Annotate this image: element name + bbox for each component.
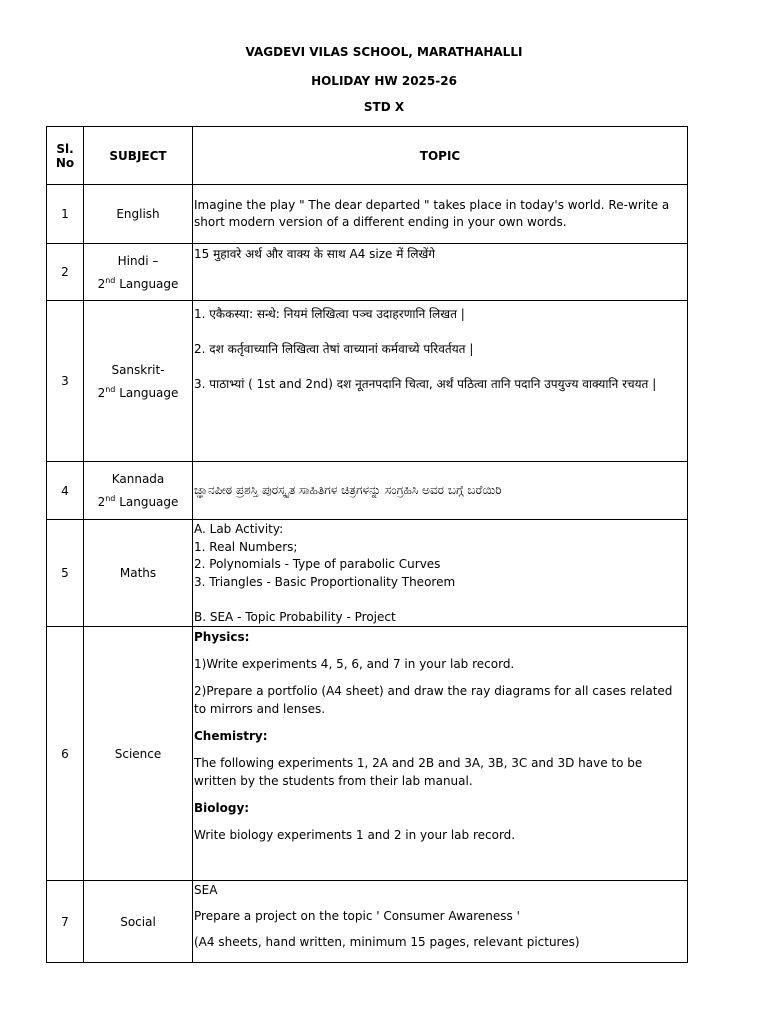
topic-line: A. Lab Activity: — [194, 522, 284, 536]
subject-line2: 2nd Language — [97, 494, 179, 509]
row-topic — [193, 462, 688, 520]
table-header-row — [47, 127, 688, 185]
school-name: VAGDEVI VILAS SCHOOL, MARATHAHALLI — [245, 45, 523, 59]
table-row — [47, 185, 688, 244]
subject-line1: Hindi – — [117, 253, 159, 268]
homework-table — [46, 126, 688, 963]
col-header-subject: SUBJECT — [84, 127, 193, 185]
topic-line: Imagine the play " The dear departed " takes place in today's world. Re-write a short modern version of a different ending in your own words. — [194, 197, 670, 229]
row-sl-no: 1 — [47, 185, 84, 244]
row-subject: English — [84, 185, 193, 244]
table-row — [47, 244, 688, 301]
col-header-sl-no: Sl. No — [47, 127, 84, 185]
table-row — [47, 301, 688, 462]
row-topic — [193, 244, 688, 301]
homework-title: HOLIDAY HW 2025-26 — [311, 74, 457, 88]
topic-line — [194, 591, 681, 609]
row-subject: Science — [84, 627, 193, 881]
topic-line: (A4 sheets, hand written, minimum 15 pages, relevant pictures) — [194, 935, 580, 949]
topic-line: 3. Triangles - Basic Proportionality Theorem — [194, 574, 456, 589]
row-topic — [193, 627, 688, 881]
table-row — [47, 462, 688, 520]
topic-line: B. SEA - Topic Probability - Project — [194, 609, 396, 624]
topic-line: 2. Polynomials - Type of parabolic Curves — [194, 557, 441, 571]
row-sl-no: 4 — [47, 462, 84, 520]
chemistry-heading: Chemistry: — [194, 729, 268, 743]
topic-line: 1. एकैकस्या: सन्धे: नियमं लिखित्वा पञ्च उदाहरणानि लिखत | — [194, 307, 465, 321]
topic-line: 1)Write experiments 4, 5, 6, and 7 in your lab record. — [194, 657, 515, 671]
row-subject — [84, 301, 193, 462]
biology-heading: Biology: — [194, 801, 250, 815]
topic-line: SEA — [194, 883, 218, 897]
topic-line: Write biology experiments 1 and 2 in your lab record. — [194, 828, 516, 842]
row-subject: Maths — [84, 520, 193, 627]
row-topic — [193, 185, 688, 244]
row-topic — [193, 301, 688, 462]
topic-line: Prepare a project on the topic ' Consumer Awareness ' — [194, 909, 520, 923]
row-subject — [84, 462, 193, 520]
table-row — [47, 881, 688, 963]
subject-line2: 2nd Language — [97, 275, 179, 291]
row-sl-no: 7 — [47, 881, 84, 963]
topic-line: 2. दश कर्तृवाच्यानि लिखित्वा तेषां वाच्यानां कर्मवाच्ये परिवर्तयत | — [194, 342, 474, 356]
topic-line: The following experiments 1, 2A and 2B and 3A, 3B, 3C and 3D have to be written by the students from their lab manual. — [194, 756, 643, 788]
row-sl-no: 3 — [47, 301, 84, 462]
row-sl-no: 2 — [47, 244, 84, 301]
subject-line2: 2nd Language — [97, 384, 179, 400]
row-topic — [193, 520, 688, 627]
table-row — [47, 520, 688, 627]
row-subject — [84, 244, 193, 301]
subject-line1: Sanskrit- — [111, 362, 165, 377]
row-sl-no: 5 — [47, 520, 84, 627]
topic-line: 1. Real Numbers; — [194, 539, 298, 554]
row-subject: Social — [84, 881, 193, 963]
col-header-topic: TOPIC — [193, 127, 688, 185]
topic-line: 2)Prepare a portfolio (A4 sheet) and draw the ray diagrams for all cases related to mirrors and lenses. — [194, 684, 673, 716]
physics-heading: Physics: — [194, 630, 250, 644]
subject-line1: Kannada — [111, 472, 165, 486]
row-sl-no: 6 — [47, 627, 84, 881]
standard-label: STD X — [363, 100, 405, 114]
topic-line: 3. पाठाभ्यां ( 1st and 2nd) दश नूतनपदानि चित्वा, अर्थं पठित्वा तानि पदानि उपयुज्य वाक्यानि रचयत | — [194, 377, 657, 391]
topic-line: 15 मुहावरे अर्थ और वाक्य के साथ A4 size में लिखेंगे — [194, 247, 436, 261]
table-row — [47, 627, 688, 881]
topic-line: ಜ್ಞಾನಪೀಠ ಪ್ರಶಸ್ತಿ ಪುರಸ್ಕೃತ ಸಾಹಿತಿಗಳ ಚಿತ್ರಗಳನ್ನು ಸಂಗ್ರಹಿಸಿ ಅವರ ಬಗ್ಗೆ ಬರೆಯಿರಿ — [194, 483, 502, 497]
row-topic — [193, 881, 688, 963]
